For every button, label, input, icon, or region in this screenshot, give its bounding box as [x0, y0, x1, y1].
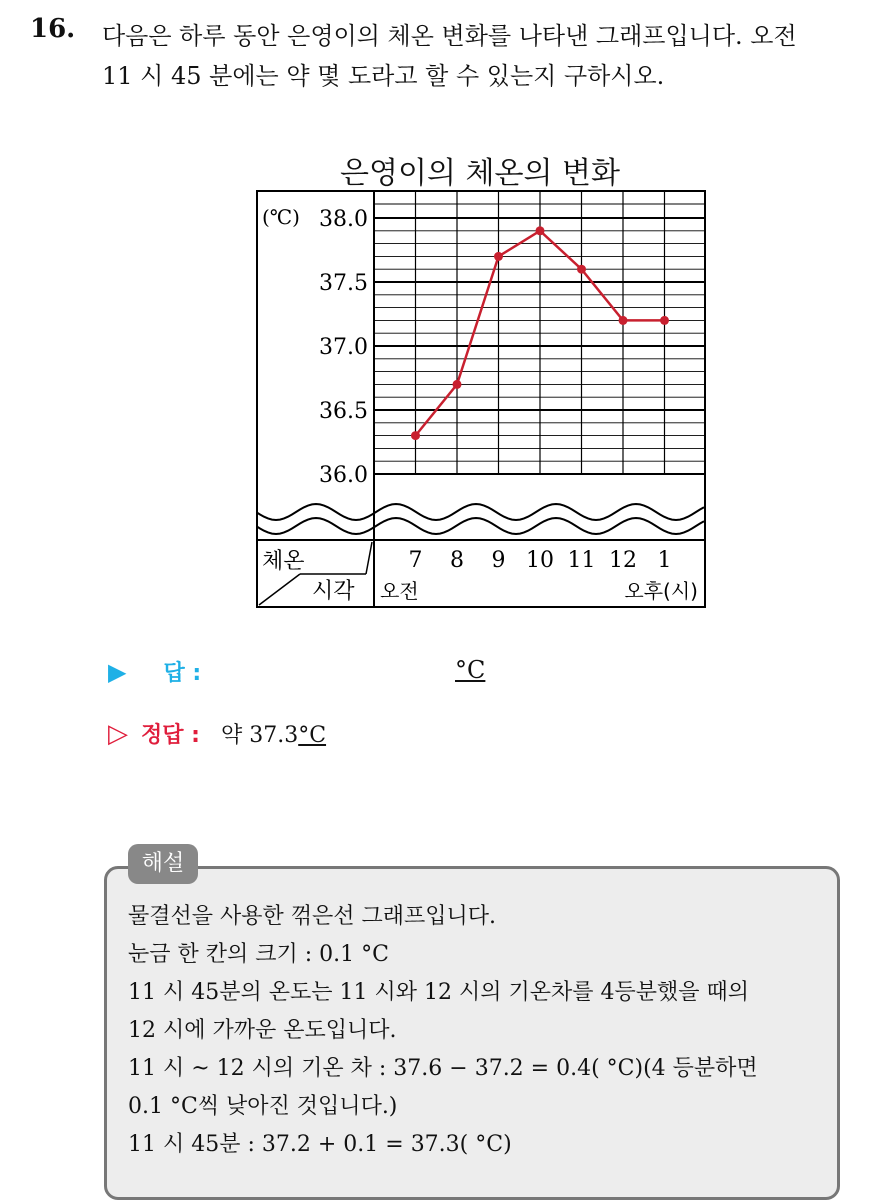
correct-answer-value: 약 37.3	[220, 723, 299, 748]
question-line-1: 다음은 하루 동안 은영이의 체온 변화를 나타낸 그래프입니다. 오전	[102, 22, 797, 50]
explanation-line: 11 시 45분 : 37.2 + 0.1 = 37.3( °C)	[128, 1132, 512, 1157]
y-tick-label: 38.0	[319, 207, 368, 232]
y-tick-label: 36.5	[319, 399, 368, 424]
outline-triangle-icon: ▷	[108, 719, 128, 749]
explanation-line: 0.1 °C씩 낮아진 것입니다.)	[128, 1094, 398, 1119]
chart-title: 은영이의 체온의 변화	[340, 156, 620, 191]
x-tick-label: 7	[408, 548, 423, 573]
correct-answer-row	[108, 718, 326, 749]
am-label: 오전	[380, 579, 419, 603]
answer-label: 답 :	[163, 661, 202, 686]
x-tick-label: 12	[609, 548, 637, 573]
x-tick-label: 11	[567, 548, 596, 573]
explanation-tab: 해설	[128, 844, 198, 884]
answer-unit: °C	[455, 656, 486, 684]
x-tick-label: 10	[526, 548, 554, 573]
data-point	[619, 316, 628, 325]
y-tick-label: 37.0	[319, 335, 368, 360]
y-unit-label: (℃)	[262, 205, 300, 229]
answer-row	[108, 656, 201, 687]
explanation-line: 12 시에 가까운 온도입니다.	[128, 1018, 397, 1043]
y-tick-label: 36.0	[319, 463, 368, 488]
x-tick-label: 9	[491, 548, 506, 573]
correct-answer-label: 정답 :	[141, 723, 200, 748]
explanation-line: 물결선을 사용한 꺾은선 그래프입니다.	[128, 904, 497, 929]
explanation-line: 11 시 45분의 온도는 11 시와 12 시의 기온차를 4등분했을 때의	[128, 980, 749, 1005]
explanation-text	[128, 898, 758, 1164]
data-point	[453, 380, 462, 389]
x-tick-label: 8	[450, 548, 464, 573]
play-triangle-icon: ▶	[108, 658, 127, 686]
temperature-line-chart	[256, 190, 708, 610]
explanation-line: 눈금 한 칸의 크기 : 0.1 °C	[128, 942, 389, 967]
explanation-line: 11 시 ~ 12 시의 기온 차 : 37.6 − 37.2 = 0.4( °C)(4 등분하면	[128, 1056, 758, 1081]
data-point	[536, 226, 545, 235]
data-point	[494, 252, 503, 261]
corner-label-top: 체온	[262, 549, 305, 574]
data-point	[411, 431, 420, 440]
data-point	[577, 265, 586, 274]
pm-label: 오후(시)	[624, 579, 698, 603]
question-line-2: 11 시 45 분에는 약 몇 도라고 할 수 있는지 구하시오.	[102, 62, 665, 90]
corner-label-bottom: 시각	[312, 579, 355, 604]
y-tick-label: 37.5	[319, 271, 368, 296]
correct-answer-unit: °C	[298, 723, 327, 748]
question-text	[102, 16, 872, 96]
data-point	[660, 316, 669, 325]
x-tick-label: 1	[657, 548, 672, 573]
question-number: 16.	[30, 14, 76, 44]
